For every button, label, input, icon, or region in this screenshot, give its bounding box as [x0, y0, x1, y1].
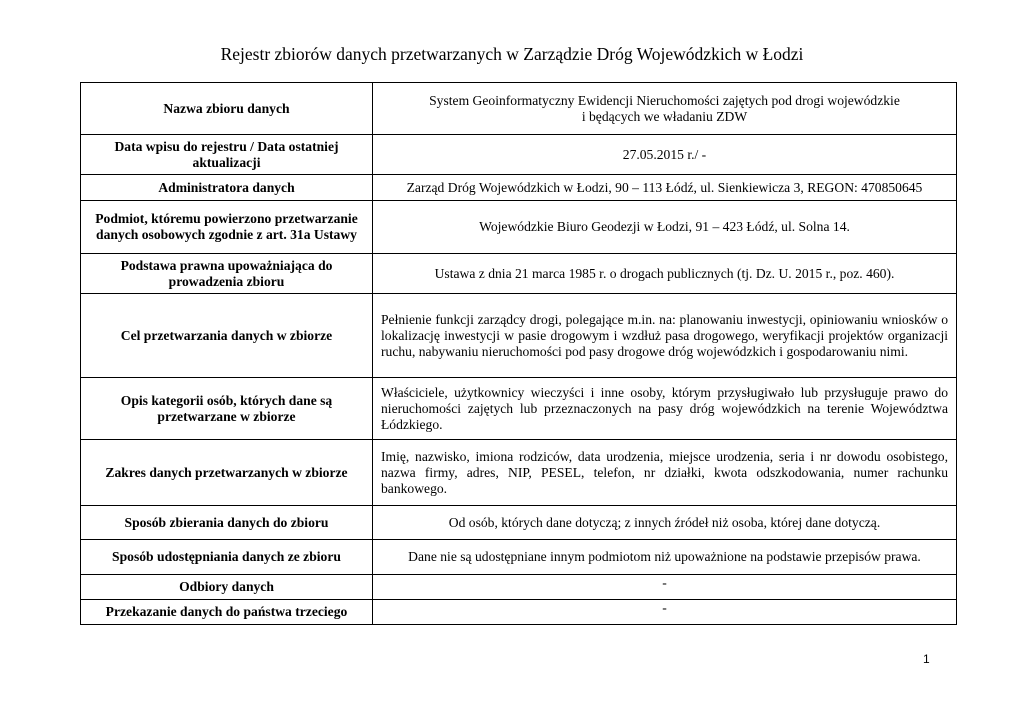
row-value: Imię, nazwisko, imiona rodziców, data urodzenia, miejsce urodzenia, seria i nr dowodu osobistego, nazwa firmy, adres, NIP, PESEL, telefon, nr działki, kwota odszkodowania, numer rachunku bankowego. — [373, 440, 957, 506]
row-value: - — [373, 600, 957, 625]
table-row — [81, 175, 957, 201]
row-value: - — [373, 575, 957, 600]
row-value: Od osób, których dane dotyczą; z innych źródeł niż osoba, której dane dotyczą. — [373, 506, 957, 540]
page-title: Rejestr zbiorów danych przetwarzanych w Zarządzie Dróg Wojewódzkich w Łodzi — [220, 44, 804, 64]
row-label: Opis kategorii osób, których dane są przetwarzane w zbiorze — [81, 378, 373, 440]
row-value: Ustawa z dnia 21 marca 1985 r. o drogach publicznych (tj. Dz. U. 2015 r., poz. 460). — [373, 254, 957, 294]
table-row — [81, 378, 957, 440]
table-row — [81, 600, 957, 625]
table-row — [81, 83, 957, 135]
row-value: Zarząd Dróg Wojewódzkich w Łodzi, 90 – 113 Łódź, ul. Sienkiewicza 3, REGON: 470850645 — [373, 175, 957, 201]
row-label: Przekazanie danych do państwa trzeciego — [81, 600, 373, 625]
row-label: Odbiory danych — [81, 575, 373, 600]
table-row — [81, 540, 957, 575]
table-row — [81, 440, 957, 506]
page-number: 1 — [923, 652, 930, 666]
row-value: System Geoinformatyczny Ewidencji Nieruchomości zajętych pod drogi wojewódzkie i będących we władaniu ZDW — [373, 83, 957, 135]
row-value: Dane nie są udostępniane innym podmiotom niż upoważnione na podstawie przepisów prawa. — [373, 540, 957, 575]
table-row — [81, 135, 957, 175]
row-label: Podstawa prawna upoważniająca do prowadzenia zbioru — [81, 254, 373, 294]
row-label: Cel przetwarzania danych w zbiorze — [81, 294, 373, 378]
table-row — [81, 201, 957, 254]
row-label: Podmiot, któremu powierzono przetwarzanie danych osobowych zgodnie z art. 31a Ustawy — [81, 201, 373, 254]
row-value: Pełnienie funkcji zarządcy drogi, polegające m.in. na: planowaniu inwestycji, opiniowaniu wniosków o lokalizację inwestycji w pasie drogowym i wzdłuż pasa drogowego, weryfikacji projektów organizacji ruchu, nabywaniu nieruchomości pod pasy drogowe dróg wojewódzkich i gospodarowaniu nimi. — [373, 294, 957, 378]
table-row — [81, 254, 957, 294]
table-row — [81, 294, 957, 378]
row-value: Właściciele, użytkownicy wieczyści i inne osoby, którym przysługiwało lub przysługuje prawo do nieruchomości zajętych lub przeznaczonych na pasy dróg wojewódzkich na terenie Województwa Łódzkiego. — [373, 378, 957, 440]
row-label: Sposób zbierania danych do zbioru — [81, 506, 373, 540]
row-label: Sposób udostępniania danych ze zbioru — [81, 540, 373, 575]
table-row — [81, 506, 957, 540]
table-row — [81, 575, 957, 600]
row-value: 27.05.2015 r./ - — [373, 135, 957, 175]
row-value: Wojewódzkie Biuro Geodezji w Łodzi, 91 – 423 Łódź, ul. Solna 14. — [373, 201, 957, 254]
row-label: Data wpisu do rejestru / Data ostatniej aktualizacji — [81, 135, 373, 175]
row-label: Administratora danych — [81, 175, 373, 201]
row-label: Nazwa zbioru danych — [81, 83, 373, 135]
row-label: Zakres danych przetwarzanych w zbiorze — [81, 440, 373, 506]
registry-table — [80, 82, 957, 625]
